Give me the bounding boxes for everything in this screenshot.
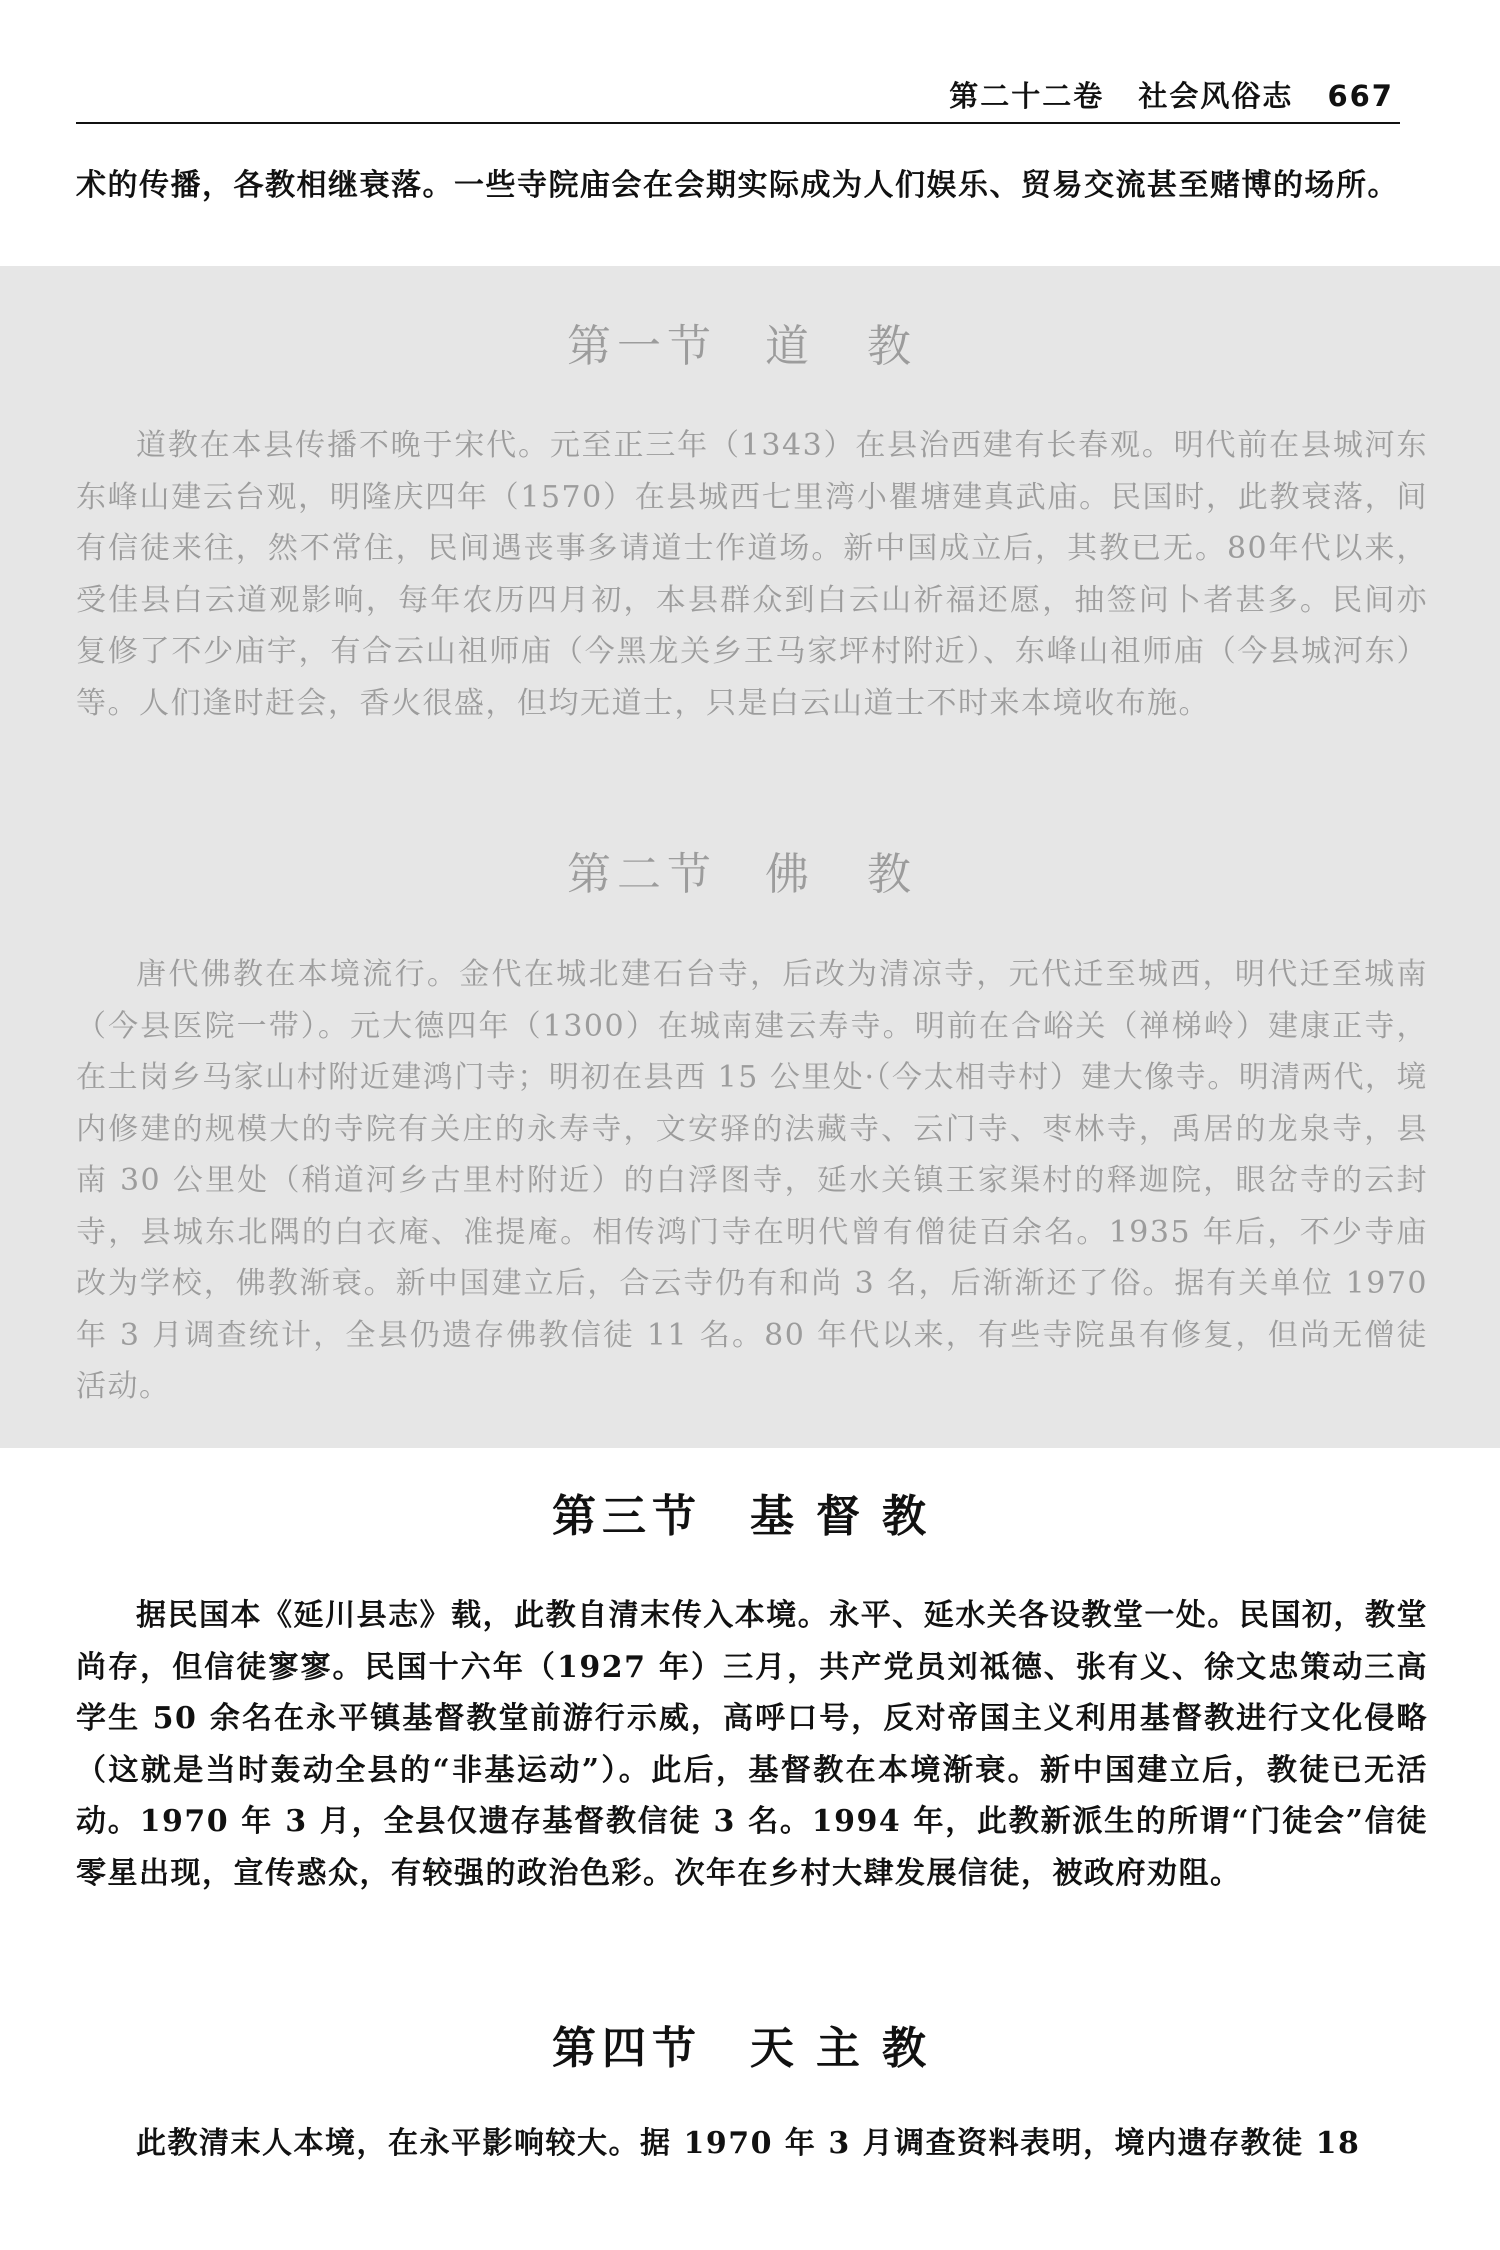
- section-title-christianity: [0, 1480, 1500, 1544]
- section-number: 第四节: [552, 2023, 702, 2074]
- page-number: 667: [1327, 79, 1394, 113]
- section-title-catholicism: [0, 2012, 1500, 2076]
- section-name: 道 教: [765, 321, 933, 372]
- section-body-buddhism: 唐代佛教在本境流行。金代在城北建石台寺，后改为清凉寺，元代迁至城西，明代迁至城南（今县医院一带）。元大德四年（1300）在城南建云寿寺。明前在合峪关（禅梯岭）建康正寺，在土岗乡马家山村附近建鸿门寺；明初在县西 15 公里处·（今太相寺村）建大像寺。明清两代，境内修建的规模大的寺院有关庄的永寿寺，文安驿的法藏寺、云门寺、枣林寺，禹居的龙泉寺，县南 30 公里处（稍道河乡古里村附近）的白浮图寺，延水关镇王家渠村的释迦院，眼岔寺的云封寺，县城东北隅的白衣庵、准提庵。相传鸿门寺在明代曾有僧徒百余名。1935 年后，不少寺庙改为学校，佛教渐衰。新中国建立后，合云寺仍有和尚 3 名，后渐渐还了俗。据有关单位 1970 年 3 月调查统计，全县仍遗存佛教信徒 11 名。80 年代以来，有些寺院虽有修复，但尚无僧徒活动。: [76, 957, 1428, 1404]
- section-body-christianity: 据民国本《延川县志》载，此教自清末传入本境。永平、延水关各设教堂一处。民国初，教堂尚存，但信徒寥寥。民国十六年（1927 年）三月，共产党员刘祗德、张有义、徐文忠策动三高学生 50 余名在永平镇基督教堂前游行示威，高呼口号，反对帝国主义利用基督教进行文化侵略（这就是当时轰动全县的“非基运动”）。此后，基督教在本境渐衰。新中国建立后，教徒已无活动。1970 年 3 月，全县仅遗存基督教信徒 3 名。1994 年，此教新派生的所谓“门徒会”信徒零星出现，宣传惑众，有较强的政治色彩。次年在乡村大肆发展信徒，被政府劝阻。: [76, 1598, 1428, 1891]
- section-number: 第三节: [552, 1491, 702, 1542]
- header-rule: [76, 122, 1400, 124]
- section-title-daoism: [0, 310, 1500, 374]
- running-header: [949, 74, 1394, 115]
- chapter-label: 社会风俗志: [1138, 79, 1294, 113]
- section-number: 第二节: [567, 849, 717, 900]
- intro-paragraph: 术的传播，各教相继衰落。一些寺院庙会在会期实际成为人们娱乐、贸易交流甚至赌博的场所。: [76, 168, 1399, 203]
- section-number: 第一节: [567, 321, 717, 372]
- section-body-catholicism: 此教清末人本境，在永平影响较大。据 1970 年 3 月调查资料表明，境内遗存教徒 18: [136, 2126, 1361, 2161]
- section-name: 基督教: [750, 1491, 948, 1542]
- section-body-daoism: 道教在本县传播不晚于宋代。元至正三年（1343）在县治西建有长春观。明代前在县城河东东峰山建云台观，明隆庆四年（1570）在县城西七里湾小瞿塘建真武庙。民国时，此教衰落，间有信徒来往，然不常住，民间遇丧事多请道士作道场。新中国成立后，其教已无。80年代以来，受佳县白云道观影响，每年农历四月初，本县群众到白云山祈福还愿，抽签问卜者甚多。民间亦复修了不少庙宇，有合云山祖师庙（今黑龙关乡王马家坪村附近）、东峰山祖师庙（今县城河东）等。人们逢时赶会，香火很盛，但均无道士，只是白云山道士不时来本境收布施。: [76, 428, 1428, 721]
- section-name: 天主教: [750, 2023, 948, 2074]
- section-title-buddhism: [0, 838, 1500, 902]
- section-name: 佛 教: [765, 849, 933, 900]
- volume-label: 第二十二卷: [949, 79, 1105, 113]
